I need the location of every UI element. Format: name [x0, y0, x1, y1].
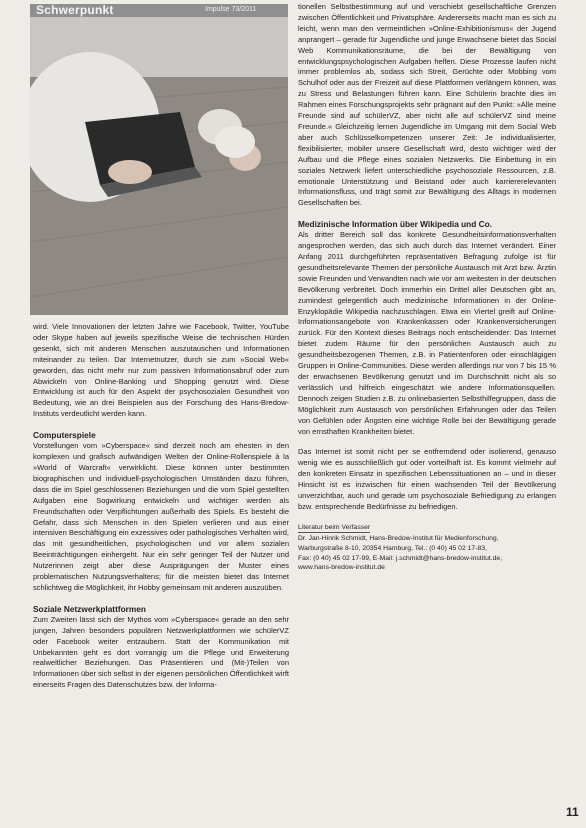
left-column [33, 322, 289, 691]
platforms-paragraph: Zum Zweiten lässt sich der Mythos vom »Cyberspace« gerade an den sehr jungen, Jahren besonders populären Netzwerkplattformen wie schülerVZ oder Facebook weiter entzaubern. Statt der Kommunikation mit Unbekannten geht es dort vorrangig um die Pflege und Erweiterung realweltlicher Beziehungen. Das Präsentieren und (Mit-)Teilen von Informationen über sich selbst in der eigenen persönlichen Öffentlichkeit wirft einerseits Fragen des Datenschutzes bzw. der Informa- [33, 614, 289, 690]
right-column [298, 2, 556, 573]
contact-web: www.hans-bredow-institut.de [298, 564, 385, 572]
continuation-paragraph: tionellen Selbstbestimmung auf und verschiebt gesellschaftliche Grenzen zwischen Öffentlichkeit und Privatsphäre. Andererseits macht man es sich zu leicht, wenn man den vermeintlichen »Online-Exhibitionismus« der Jugend anprangert – gerade für Jugendliche und junge Erwachsene bietet das Social Web Kommunikationsräume, die bei der Bewältigung von entwicklungspsychologischen Aufgaben helfen. Diese Prozesse laufen nicht immer problemlos ab, sodass sich Streit, Gerüchte oder Mobbing vom Schulhof oder aus der Freizeit auf diese Plattformen verlängern können, was zu Stress und Belastungen führen kann. Eine Schülerin brachte dies im Rahmen eines Forschungsprojekts sehr prägnant auf den Punkt: »Alle meine Freunde sind auf schülerVZ, aber nicht alle auf schülerVZ sind meine Freunde.« Gleichzeitig lernen Jugendliche im Umgang mit dem Social Web aber auch Schlüsselkompetenzen unserer Zeit: Je individualisierter, flexibilisierter, mobiler unsere Gesellschaft wird, desto wichtiger wird der Aufbau und die Pflege eines sozialen Netzwerks. Die Einbettung in ein soziales Netzwerk liefert unterschiedliche psychosoziale Ressourcen, z.B. emotionale Unterstützung und Beistand oder auch karriererelevanten Informationsfluss, und trägt somit zur Bewältigung des Alltags in modernen Gesellschaften bei. [298, 2, 556, 208]
contact-name: Dr. Jan-Hinrik Schmidt, Hans-Bredow-Institut für Medienforschung, [298, 535, 499, 543]
issue-label: Impulse 73/2011 [205, 6, 257, 13]
section-title: Schwerpunkt [36, 3, 114, 17]
contact-address: Warburgstraße 8-10, 20354 Hamburg, Tel.: (0 40) 45 02 17-83, [298, 545, 487, 553]
literature-label: Literatur beim Verfasser [298, 523, 370, 534]
platforms-heading: Soziale Netzwerkplattformen [33, 603, 146, 614]
wiki-heading: Medizinische Information über Wikipedia und Co. [298, 219, 492, 230]
wiki-paragraph: Als dritter Bereich soll das konkrete Gesundheitsinformationsverhalten angesprochen werden, das sich auch durch das Internet verändert. Einer Anfang 2011 durchgeführten repräsentativen Befragung zufolge ist für gesundheitsrelevante Themen der persönliche Austausch mit Arzt bzw. Ärztin sowie Freunden und Verwandten nach wie vor am weitesten in der deutschen Bevölkerung verbreitet. Doch immerhin ein Drittel aller Deutschen gibt an, zumindest gelegentlich auch medizinische Informationen in der Online-Enzyklopädie Wikipedia nachzuschlagen. Etwa ein Viertel greift auf Online-Informationsangebote von Krankenkassen oder Krankenversicherungen zurück. Für den Kontext dieses Beitrags noch entscheidender: Das Internet bietet zudem Räume für den persönlichen Austausch auch zu gesundheitsbezogenen Themen, z.B. in Patientenforen oder einschlägigen Gruppen in Online-Communities. Diese werden allerdings nur von 7 bis 15 % der erwachsenen Bevölkerung genutzt und im Durchschnitt nicht als so verlässlich und hilfreich eingeschätzt wie andere Informationsquellen. Dennoch zeigen Studien z.B. zu onlinebasierten Selbsthilfegruppen, dass die Möglichkeit zum Austausch von persönlichen Erfahrungen oder das Teilen von Gefühlen oder Ängsten eine wichtige Rolle bei der Bewältigung gerade von ernsthaften Krankheiten bietet. [298, 230, 556, 436]
contact-fax: Fax: (0 40) 45 02 17-99, E-Mail: j.schmidt@hans-bredow-institut.de, [298, 554, 503, 562]
closing-paragraph: Das Internet ist somit nicht per se entfremdend oder isolierend, genauso wenig wie es ausschließlich gut oder vorteilhaft ist. Es kommt vielmehr auf den konkreten Einsatz in spezifischen Lebenssituationen an – und in dieser Hinsicht ist es inzwischen für einen wachsenden Teil der Bevölkerung unverzichtbar, auch und gerade um psychosoziale Befriedigung zu erlangen bzw. entsprechende Bedürfnisse zu befriedigen. [298, 447, 556, 511]
page-number: 11 [566, 805, 579, 819]
games-paragraph: Vorstellungen vom »Cyberspace« sind derzeit noch am ehesten in den komplexen und grafisch aufwändigen Welten der Online-Rollenspiele à la »World of Warcraft« verwirklicht. Diese können unter bestimmten biographischen und individuell-psychologischen Umständen dazu führen, dass die im Spiel geschlossenen Beziehungen und die vom Spiel gestellten Aufgaben eine Sogwirkung entwickeln und wichtiger werden als Freundschaften oder Verpflichtungen außerhalb des Spiels. Es besteht die Gefahr, dass sich Menschen in den Spielen verlieren und aus einer intensiven Beschäftigung ein exzessives oder pathologisches Verhalten wird, das mit gesundheitlichen, psychologischen und vor allem sozialen Beeinträchtigungen einhergeht. Nur ein sehr geringer Teil der Nutzer und Nutzerinnen zeigt aber diese Ausprägungen der Muster eines problematischen Nutzungsverhaltens; für die meisten bietet das Internet schlichtweg die Möglichkeit, ihr Hobby gemeinsam mit anderen auszuüben. [33, 441, 289, 592]
games-heading: Computerspiele [33, 430, 96, 441]
intro-paragraph: wird. Viele Innovationen der letzten Jahre wie Facebook, Twitter, YouTube oder Skype haben auf jeweils spezifische Weise die technischen Hürden gesenkt, sich mit anderen Menschen auszutauschen und Informationen miteinander zu teilen. Dar Internetnutzer, durch sie zum »Social Web« geworden, das nicht mehr nur zum passiven Informationsabruf oder zum Abwickeln von Online-Banking und Shopping genutzt wird. Diese Entwicklung ist auch für den Aspekt der psychosozialen Gesundheit von Bedeutung, wie an drei Beispielen aus der Forschung des Hans-Bredow-Instituts verdeutlicht werden kann. [33, 322, 289, 419]
author-contact [298, 523, 556, 573]
article-photo [30, 17, 288, 315]
